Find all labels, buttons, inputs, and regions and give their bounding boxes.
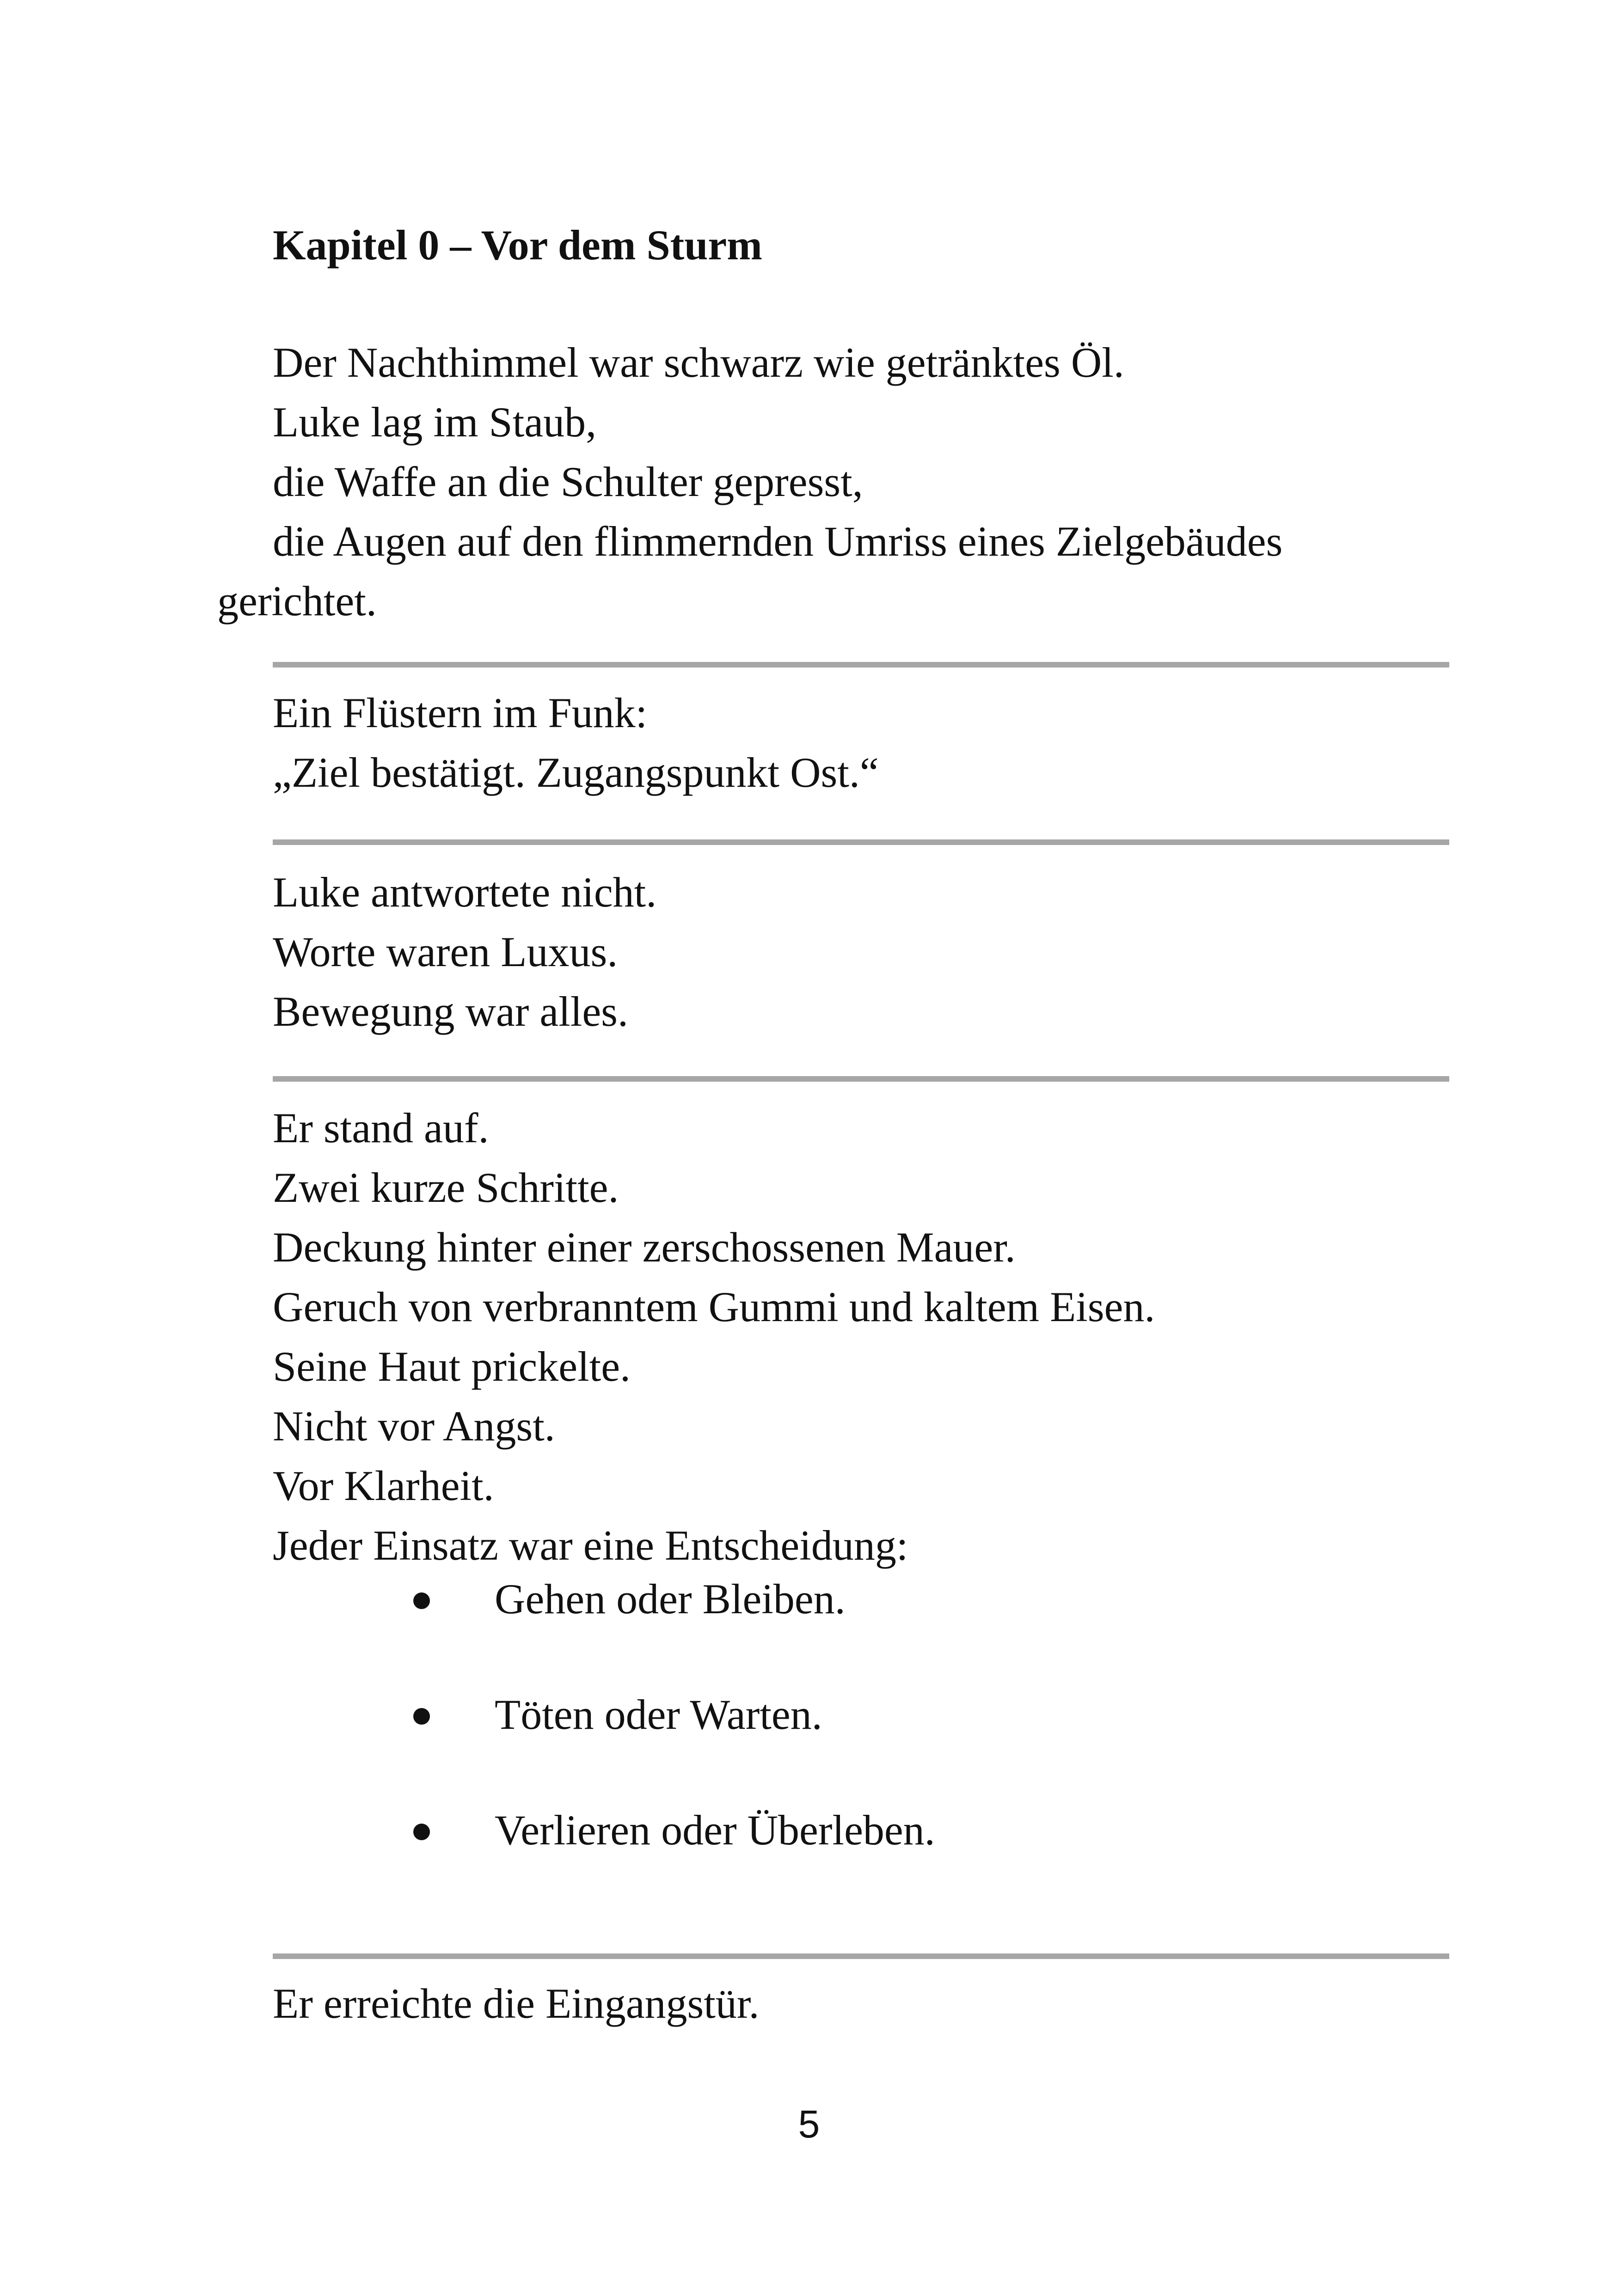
door-section [273, 1974, 1449, 2033]
intro-line: die Waffe an die Schulter gepresst, [273, 458, 863, 505]
silence-section [273, 863, 1449, 1041]
section-divider [273, 662, 1449, 667]
intro-line: gerichtet. [217, 577, 377, 625]
bullet-icon [413, 1824, 430, 1840]
section-divider [273, 1953, 1449, 1959]
list-item [407, 1800, 935, 1916]
silence-line: Worte waren Luxus. [273, 928, 618, 975]
bullet-icon [413, 1708, 430, 1725]
movement-line: Er stand auf. [273, 1104, 489, 1151]
choice-text: Verlieren oder Überleben. [495, 1806, 935, 1854]
list-item [407, 1569, 935, 1685]
page-number: 5 [798, 2102, 820, 2146]
bullet-icon [413, 1592, 430, 1609]
movement-section [273, 1098, 1449, 1575]
silence-line: Bewegung war alles. [273, 988, 628, 1035]
door-line: Er erreichte die Eingangstür. [273, 1980, 760, 2027]
movement-line: Geruch von verbranntem Gummi und kaltem Eisen. [273, 1283, 1155, 1330]
movement-line: Nicht vor Angst. [273, 1402, 555, 1450]
intro-line: die Augen auf den flimmernden Umriss eines Zielgebäudes [273, 518, 1283, 565]
movement-line: Jeder Einsatz war eine Entscheidung: [273, 1522, 908, 1569]
choice-text: Töten oder Warten. [495, 1691, 822, 1738]
intro-line: Der Nachthimmel war schwarz wie getränktes Öl. [273, 339, 1124, 386]
movement-line: Seine Haut prickelte. [273, 1343, 631, 1390]
choice-text: Gehen oder Bleiben. [495, 1575, 846, 1623]
radio-section [273, 683, 1449, 802]
section-divider [273, 1076, 1449, 1082]
intro-line: Luke lag im Staub, [273, 398, 597, 446]
radio-line: „Ziel bestätigt. Zugangspunkt Ost.“ [273, 749, 879, 796]
intro-paragraph [217, 333, 1438, 631]
list-item [407, 1685, 935, 1800]
choices-list [407, 1569, 935, 1916]
movement-line: Zwei kurze Schritte. [273, 1164, 619, 1211]
section-divider [273, 839, 1449, 845]
silence-line: Luke antwortete nicht. [273, 869, 657, 916]
movement-line: Deckung hinter einer zerschossenen Mauer. [273, 1224, 1016, 1271]
radio-line: Ein Flüstern im Funk: [273, 689, 648, 736]
movement-line: Vor Klarheit. [273, 1462, 494, 1509]
chapter-title: Kapitel 0 – Vor dem Sturm [273, 221, 762, 269]
